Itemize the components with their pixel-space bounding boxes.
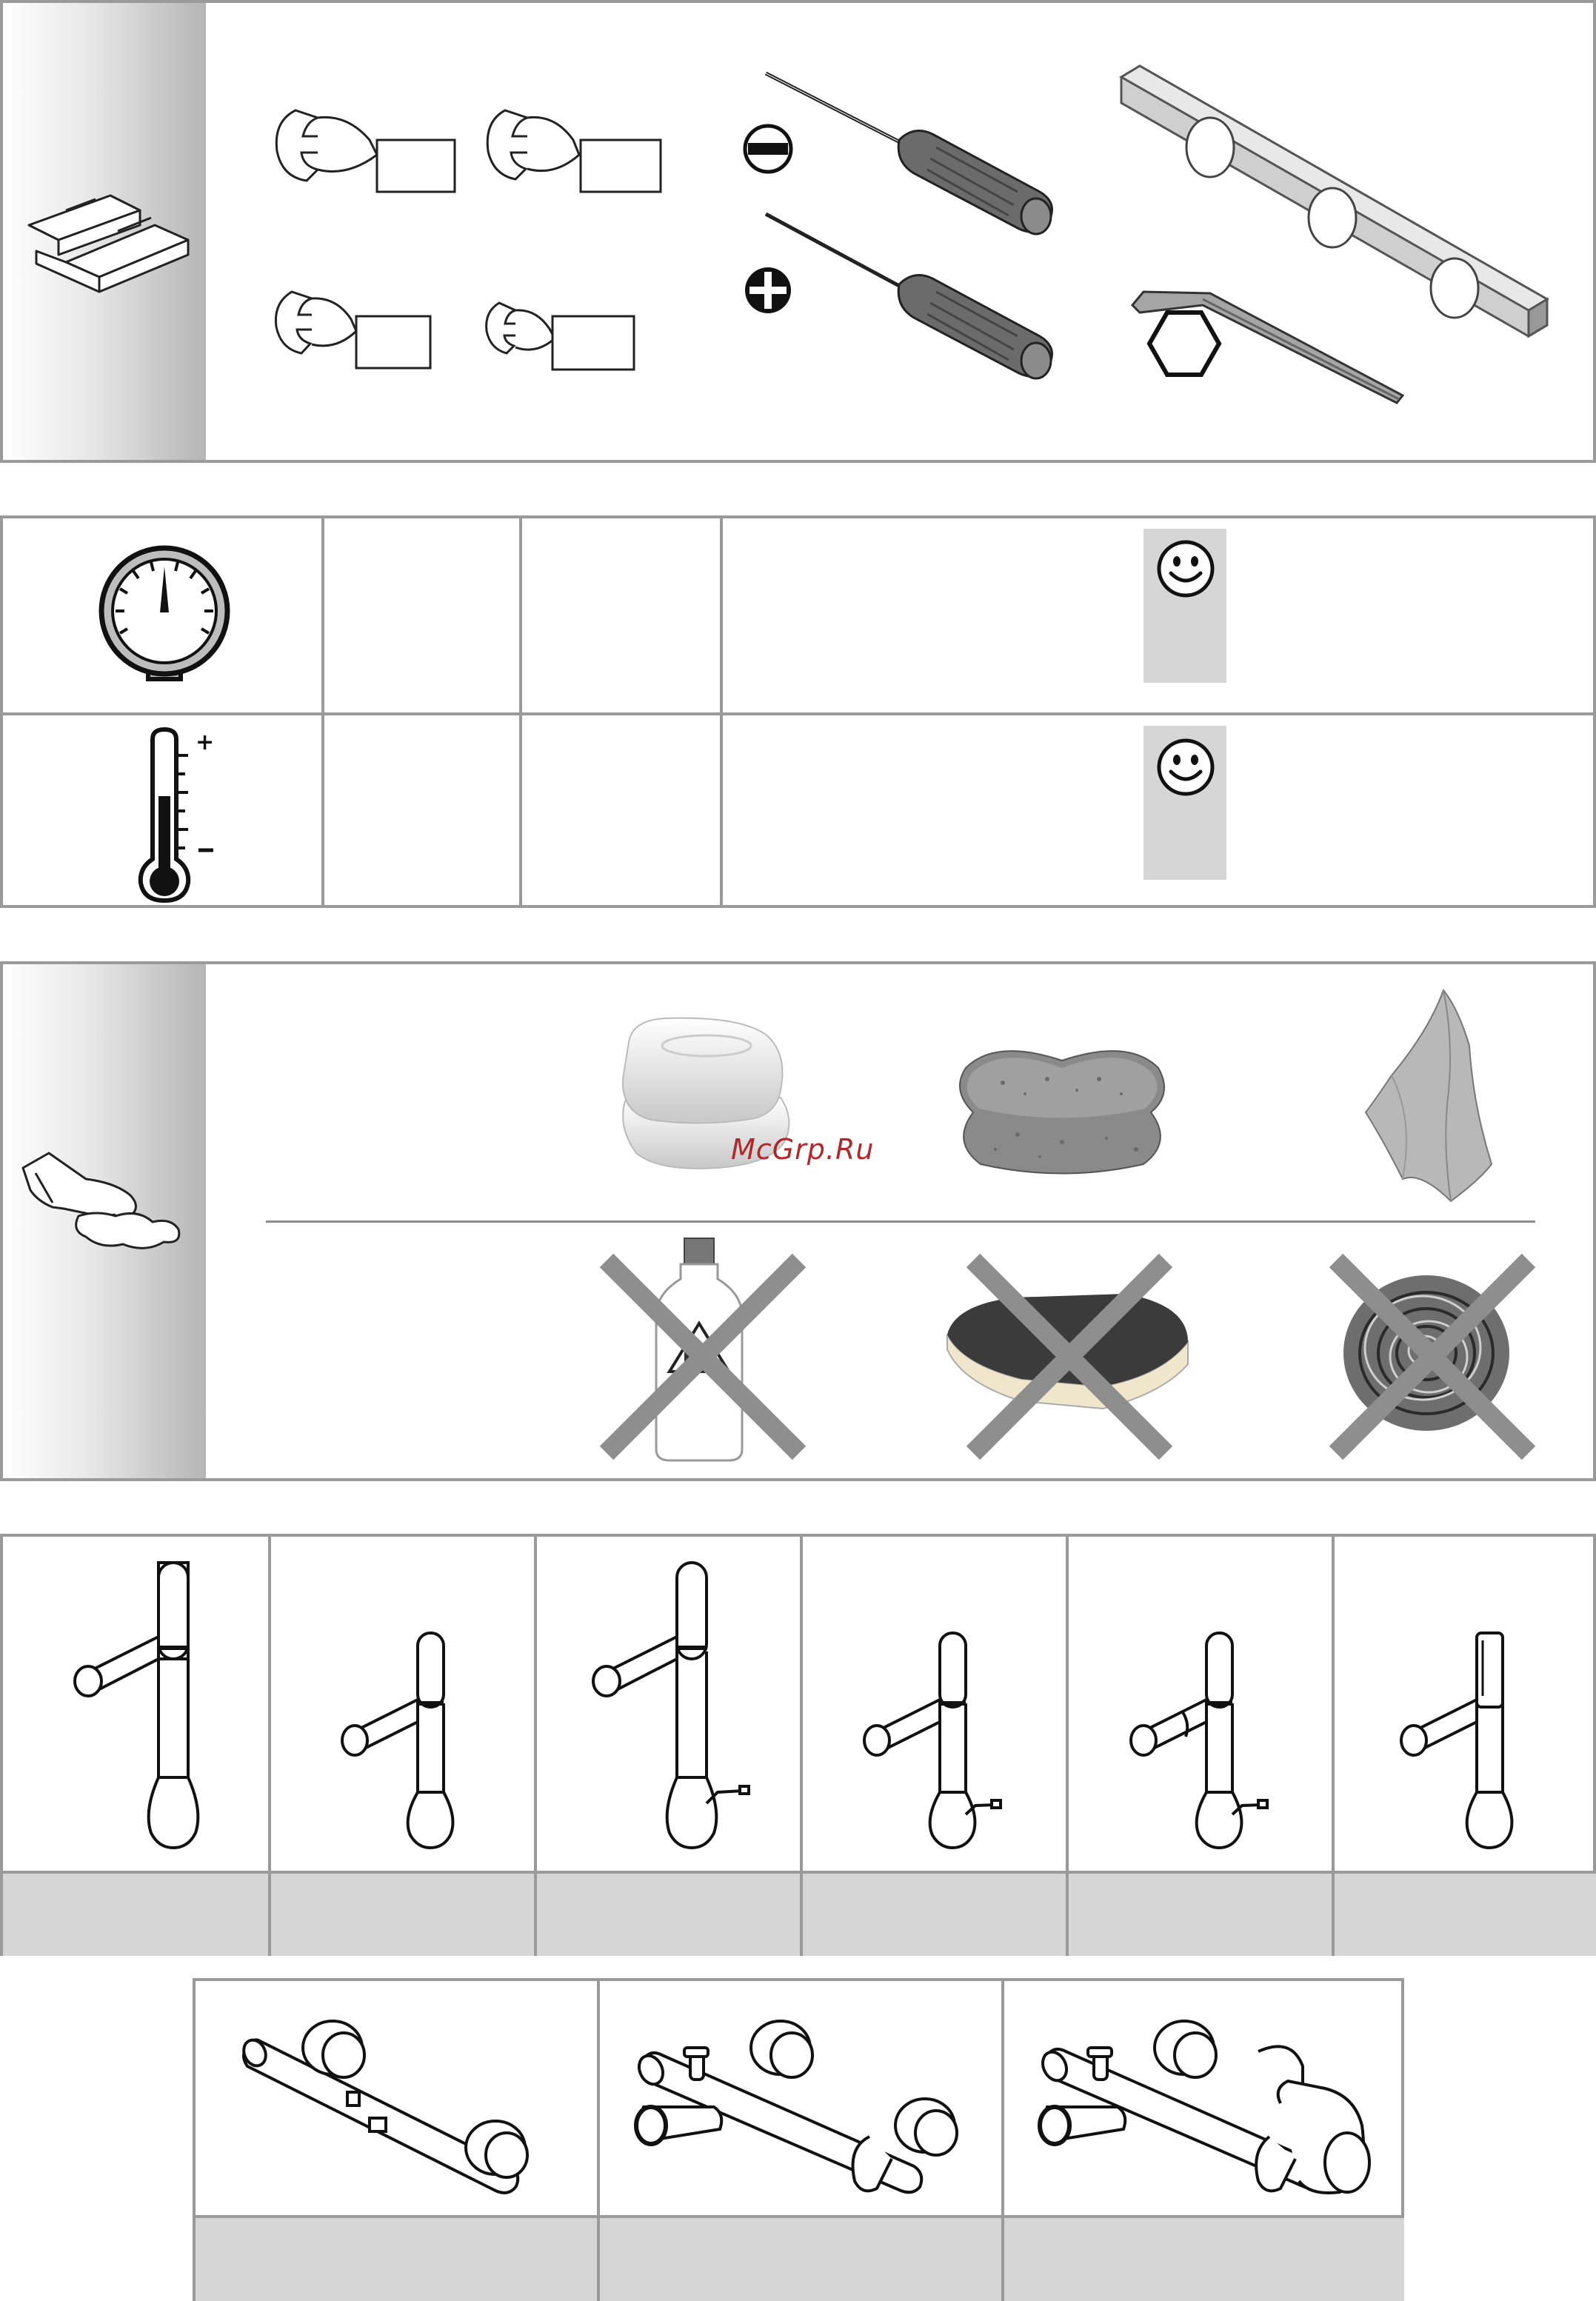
hex-key-icon: [1129, 277, 1410, 418]
wrench-icon: [484, 295, 640, 377]
tall-basin-mixer-icon: [70, 1555, 218, 1851]
smiley-icon: [1156, 738, 1215, 797]
bath-thermostat-diverter-icon: [1036, 2007, 1392, 2211]
sponge-icon: [951, 1038, 1173, 1179]
wall-mixers-table: [193, 1978, 1404, 2301]
divider: [266, 1220, 1535, 1223]
basin-faucets-table: [0, 1534, 1596, 1956]
requirements-table: [0, 515, 1596, 908]
toolbox-icon: [21, 181, 192, 292]
thermometer-icon: [136, 726, 225, 904]
pressure-gauge-icon: [98, 544, 231, 692]
wrench-icon: [273, 99, 458, 196]
tools-panel: [0, 0, 1596, 463]
hand-wiping-icon: [19, 1149, 190, 1260]
wrench-icon: [273, 281, 436, 373]
forbidden-cross-icon: [966, 1253, 1173, 1460]
forbidden-cross-icon: [1329, 1253, 1536, 1460]
wall-mixers-footer: [196, 2218, 1404, 2301]
forbidden-cross-icon: [599, 1253, 807, 1460]
cleaning-panel: [0, 961, 1596, 1481]
basin-mixer-pop-up-icon: [858, 1629, 1014, 1851]
shower-thermostat-icon: [244, 2022, 555, 2200]
bath-thermostat-icon: [632, 2011, 988, 2211]
basin-mixer-lever-pop-up-icon: [1125, 1629, 1281, 1851]
cloth-icon: [1362, 986, 1495, 1209]
watermark: McGrp.Ru: [731, 1133, 875, 1166]
smiley-icon: [1156, 539, 1215, 598]
basin-mixer-icon: [336, 1629, 470, 1851]
tall-basin-mixer-pop-up-icon: [588, 1555, 758, 1851]
wrench-icon: [484, 99, 666, 196]
phillips-screwdriver-icon: [744, 210, 1062, 403]
basin-mixer-flat-top-icon: [1395, 1629, 1529, 1851]
svg-text:+: +: [196, 729, 215, 755]
